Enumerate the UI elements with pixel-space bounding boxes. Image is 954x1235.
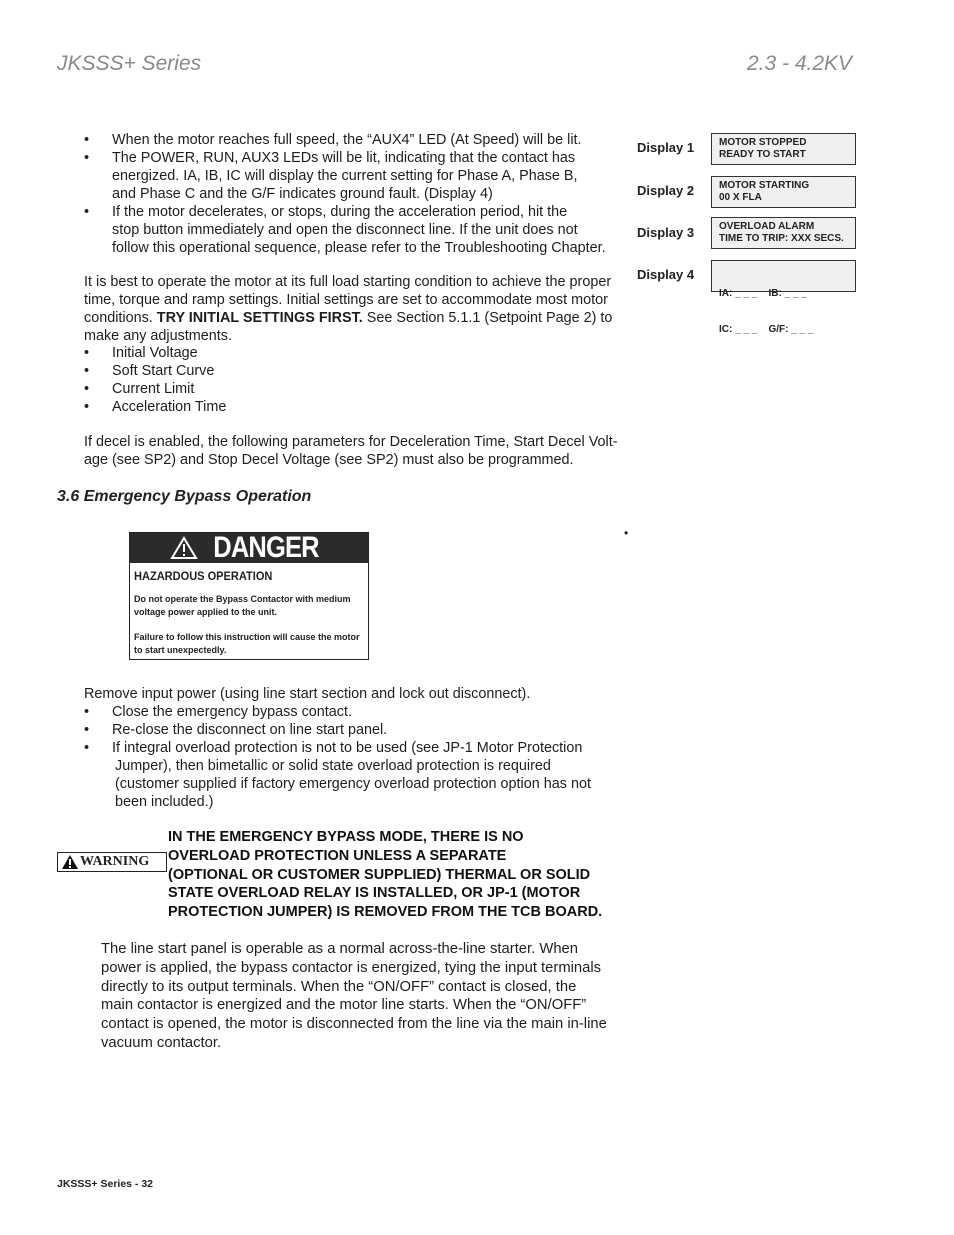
- warning-line: STATE OVERLOAD RELAY IS INSTALLED, OR JP-1 (MOTOR: [168, 885, 581, 902]
- list-item-text: stop button immediately and open the disconnect line. If the unit does not: [112, 222, 578, 238]
- list-item-text: Current Limit: [112, 381, 195, 397]
- warning-message: [168, 828, 602, 922]
- text-line: time, torque and ramp settings. Initial settings are set to accommodate most motor: [84, 292, 608, 308]
- display-line: IC: _ _ _ G/F: _ _ _: [719, 324, 814, 335]
- list-item: [84, 131, 629, 149]
- list-item: [84, 362, 384, 380]
- display-4-label: Display 4: [637, 267, 695, 282]
- list-item-text: Acceleration Time: [112, 399, 227, 415]
- text-line: age (see SP2) and Stop Decel Voltage (see SP2) must also be programmed.: [84, 452, 574, 468]
- list-item-text: Jumper), then bimetallic or solid state overload protection is required: [115, 758, 551, 774]
- list-item-text: If integral overload protection is not to be used (see JP-1 Motor Protection: [112, 740, 583, 756]
- text-line: main contactor is energized and the motor line starts. When the “ON/OFF”: [101, 997, 587, 1014]
- danger-header: [130, 533, 368, 563]
- warning-label-box: [57, 852, 167, 872]
- bullet-mark: •: [84, 363, 90, 379]
- danger-subtitle: HAZARDOUS OPERATION: [134, 569, 273, 583]
- page-footer: JKSSS+ Series - 32: [57, 1178, 154, 1190]
- display-line: MOTOR STOPPED: [719, 137, 807, 148]
- warning-line: PROTECTION JUMPER) IS REMOVED FROM THE TCB BOARD.: [168, 904, 603, 921]
- list-item-text: (customer supplied if factory emergency overload protection option has not: [115, 776, 591, 792]
- list-item: [84, 703, 644, 721]
- bullet-mark: •: [84, 722, 90, 738]
- bullet-mark: •: [84, 399, 90, 415]
- list-item-text: been included.): [115, 794, 214, 810]
- display-line: TIME TO TRIP: XXX SECS.: [719, 233, 844, 244]
- warning-line: OVERLOAD PROTECTION UNLESS A SEPARATE: [168, 847, 507, 864]
- bullet-mark: •: [84, 345, 90, 361]
- bullet-mark: •: [84, 150, 90, 166]
- display-line: 00 X FLA: [719, 192, 762, 203]
- bypass-instructions: [84, 685, 644, 811]
- display-2-label: Display 2: [637, 183, 695, 198]
- text-line: contact is opened, the motor is disconnected from the line via the main in-line: [101, 1016, 607, 1033]
- text-line: vacuum contactor.: [101, 1034, 222, 1051]
- stray-bullet: •: [624, 526, 629, 540]
- section-title: 3.6 Emergency Bypass Operation: [57, 488, 312, 505]
- list-item: [84, 739, 644, 811]
- decel-paragraph: [84, 433, 644, 469]
- list-item-text: follow this operational sequence, please refer to the Troubleshooting Chapter.: [112, 240, 606, 256]
- intro-bullet-list: [84, 131, 629, 257]
- display-2-screen: [711, 176, 856, 208]
- danger-message: Failure to follow this instruction will cause the motor to start unexpectedly.: [134, 632, 360, 655]
- danger-title: DANGER: [213, 531, 319, 564]
- display-4-screen: [711, 260, 856, 335]
- bypass-intro: Remove input power (using line start section and lock out disconnect).: [84, 686, 531, 702]
- text-line: [84, 309, 644, 327]
- list-item-text: Re-close the disconnect on line start panel.: [112, 722, 388, 738]
- list-item: [84, 149, 629, 203]
- settings-list: [84, 344, 384, 416]
- emphasis-text: TRY INITIAL SETTINGS FIRST.: [156, 310, 363, 326]
- warning-line: IN THE EMERGENCY BYPASS MODE, THERE IS NO: [168, 829, 524, 845]
- display-line: IA: _ _ _ IB: _ _ _: [719, 288, 807, 299]
- bullet-mark: •: [84, 740, 90, 756]
- text-span: conditions.: [84, 310, 157, 326]
- list-item-text: If the motor decelerates, or stops, during the acceleration period, hit the: [112, 204, 568, 220]
- display-3-screen: [711, 217, 856, 249]
- bullet-mark: •: [84, 132, 90, 148]
- danger-notice: [129, 532, 369, 660]
- list-item-text: and Phase C and the G/F indicates ground fault. (Display 4): [112, 186, 493, 202]
- display-line: OVERLOAD ALARM: [719, 221, 815, 232]
- bullet-mark: •: [84, 704, 90, 720]
- bullet-mark: •: [84, 204, 90, 220]
- text-line: The line start panel is operable as a normal across-the-line starter. When: [101, 941, 579, 957]
- bullet-mark: •: [84, 381, 90, 397]
- display-line: READY TO START: [719, 149, 806, 160]
- display-1-label: Display 1: [637, 140, 695, 155]
- display-3-label: Display 3: [637, 225, 695, 240]
- list-item-text: Initial Voltage: [112, 345, 198, 361]
- list-item-text: When the motor reaches full speed, the “AUX4” LED (At Speed) will be lit.: [112, 132, 582, 148]
- warning-line: (OPTIONAL OR CUSTOMER SUPPLIED) THERMAL OR SOLID: [168, 866, 591, 883]
- list-item-text: Close the emergency bypass contact.: [112, 704, 352, 720]
- list-item: [84, 721, 644, 739]
- line-start-paragraph: [101, 940, 661, 1053]
- display-line: MOTOR STARTING: [719, 180, 810, 191]
- warning-triangle-icon: [61, 854, 79, 870]
- text-line: It is best to operate the motor at its full load starting condition to achieve the proper: [84, 274, 612, 290]
- text-line: make any adjustments.: [84, 328, 232, 344]
- warning-label: WARNING: [80, 854, 150, 869]
- list-item-text: The POWER, RUN, AUX3 LEDs will be lit, indicating that the contact has: [112, 150, 576, 166]
- text-line: directly to its output terminals. When the “ON/OFF” contact is closed, the: [101, 978, 577, 995]
- text-line: If decel is enabled, the following parameters for Deceleration Time, Start Decel Volt-: [84, 434, 618, 450]
- text-span: See Section 5.1.1 (Setpoint Page 2) to: [362, 310, 613, 326]
- list-item-text: energized. IA, IB, IC will display the current setting for Phase A, Phase B,: [112, 168, 578, 184]
- header-title: JKSSS+ Series: [57, 52, 202, 75]
- list-item: [84, 344, 384, 362]
- tuning-paragraph: [84, 273, 644, 345]
- display-1-screen: [711, 133, 856, 165]
- list-item: [84, 203, 629, 257]
- list-item: [84, 380, 384, 398]
- text-line: power is applied, the bypass contactor is energized, tying the input terminals: [101, 959, 602, 976]
- warning-triangle-icon: [170, 536, 198, 560]
- list-item-text: Soft Start Curve: [112, 363, 215, 379]
- list-item: [84, 398, 384, 416]
- header-voltage: 2.3 - 4.2KV: [747, 52, 853, 75]
- danger-message: Do not operate the Bypass Contactor with medium voltage power applied to the unit.: [134, 594, 351, 617]
